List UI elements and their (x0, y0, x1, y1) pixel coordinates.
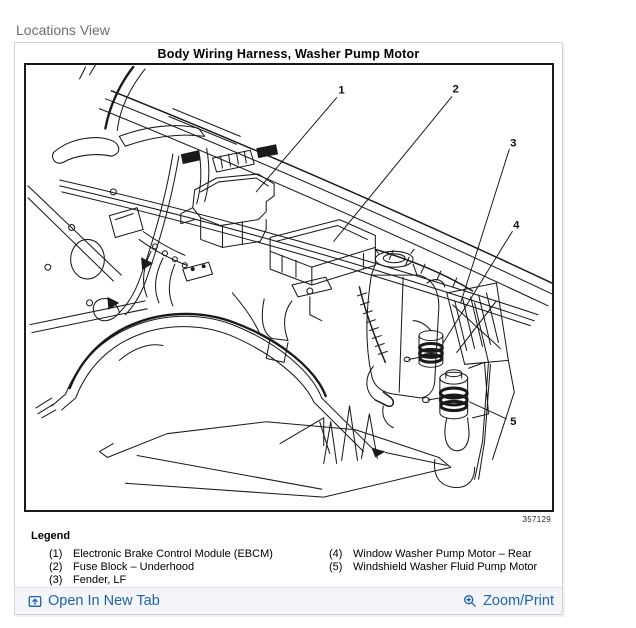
callout-leaders (256, 84, 520, 428)
radiator-support-drawing (28, 186, 153, 333)
legend-item-label: Window Washer Pump Motor – Rear (353, 548, 532, 560)
hood-release-cable-drawing (93, 154, 179, 321)
legend-item-label: Fuse Block – Underhood (73, 561, 195, 573)
locations-view-label: Locations View (16, 22, 110, 38)
open-in-new-tab-icon (28, 594, 42, 608)
callout-3: 3 (510, 137, 517, 150)
callout-4: 4 (513, 219, 520, 232)
open-in-new-tab-link[interactable] (28, 593, 160, 609)
pump-motor-4-drawing (404, 321, 443, 368)
legend-item (49, 548, 329, 561)
diagram-frame (24, 63, 554, 512)
washer-reservoir-drawing (367, 249, 445, 427)
figure-number: 357129 (522, 515, 551, 524)
engine-compartment-diagram (26, 65, 552, 510)
harness-connectors-drawing (181, 144, 278, 203)
legend-item (329, 561, 554, 574)
wheel-arch-drawing (36, 314, 447, 465)
splash-shield-drawing (99, 406, 450, 497)
pump-motor-5-drawing (422, 362, 488, 487)
legend-item (329, 548, 554, 561)
legend-item (49, 574, 329, 587)
callout-2: 2 (452, 83, 459, 96)
fuse-block-drawing (270, 220, 375, 321)
legend-item-number: (3) (49, 574, 63, 586)
legend-item-number: (5) (329, 561, 343, 573)
legend-item-label: Windshield Washer Fluid Pump Motor (353, 561, 538, 573)
legend-item-number: (1) (49, 548, 63, 560)
open-in-new-tab-label: Open In New Tab (48, 593, 160, 609)
legend-item-number: (2) (49, 561, 63, 573)
zoom-print-link[interactable] (463, 593, 554, 609)
figure-panel (14, 42, 563, 615)
zoom-magnifier-icon (463, 594, 477, 608)
callout-5: 5 (510, 415, 517, 428)
legend-item-label: Electronic Brake Control Module (EBCM) (73, 548, 273, 560)
zoom-print-label: Zoom/Print (483, 593, 554, 609)
legend-item-number: (4) (329, 548, 343, 560)
fender-panel-drawing (447, 283, 514, 479)
figure-footer-bar (15, 587, 562, 614)
legend (31, 530, 554, 587)
legend-heading: Legend (31, 530, 71, 542)
figure-title: Body Wiring Harness, Washer Pump Motor (157, 47, 420, 61)
callout-1: 1 (338, 84, 345, 97)
legend-item-label: Fender, LF (73, 574, 127, 586)
legend-item (49, 561, 329, 574)
